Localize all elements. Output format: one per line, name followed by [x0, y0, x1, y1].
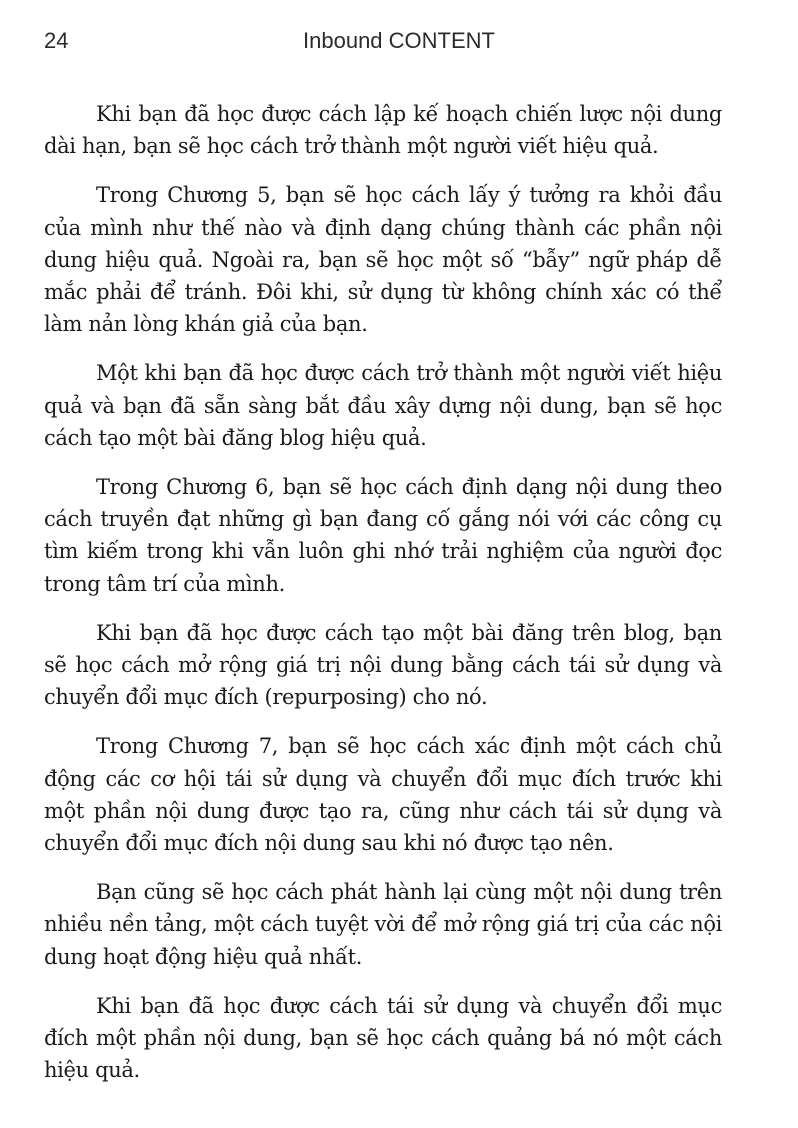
paragraph: Khi bạn đã học được cách tạo một bài đăng trên blog, bạn sẽ học cách mở rộng giá trị nội dung bằng cách tái sử dụng và chuyển đổi mục đích (repurposing) cho nó. — [44, 620, 722, 710]
paragraph: Khi bạn đã học được cách tái sử dụng và chuyển đổi mục đích một phần nội dung, bạn sẽ học cách quảng bá nó một cách hiệu quả. — [44, 993, 722, 1083]
paragraph: Trong Chương 7, bạn sẽ học cách xác định một cách chủ động các cơ hội tái sử dụng và chuyển đổi mục đích trước khi một phần nội dung được tạo ra, cũng như cách tái sử dụng và chuyển đổi mục đích nội dung sau khi nó được tạo nên. — [44, 734, 722, 856]
paragraph: Một khi bạn đã học được cách trở thành một người viết hiệu quả và bạn đã sẵn sàng bắt đầu xây dựng nội dung, bạn sẽ học cách tạo một bài đăng blog hiệu quả. — [44, 361, 722, 450]
paragraph: Khi bạn đã học được cách lập kế hoạch chiến lược nội dung dài hạn, bạn sẽ học cách trở thành một người viết hiệu quả. — [44, 102, 722, 159]
paragraph: Trong Chương 5, bạn sẽ học cách lấy ý tưởng ra khỏi đầu của mình như thế nào và định dạng chúng thành các phần nội dung hiệu quả. Ngoài ra, bạn sẽ học một số “bẫy” ngữ pháp dễ mắc phải để tránh. Đôi khi, sử dụng từ không chính xác có thể làm nản lòng khán giả của bạn. — [44, 183, 722, 337]
running-title: Inbound CONTENT — [303, 28, 495, 53]
running-header — [44, 24, 754, 58]
body-text — [44, 98, 722, 1103]
paragraph: Trong Chương 6, bạn sẽ học cách định dạng nội dung theo cách truyền đạt những gì bạn đang cố gắng nói với các công cụ tìm kiếm trong khi vẫn luôn ghi nhớ trải nghiệm của người đọc trong tâm trí của mình. — [44, 475, 722, 596]
paragraph: Bạn cũng sẽ học cách phát hành lại cùng một nội dung trên nhiều nền tảng, một cách tuyệt vời để mở rộng giá trị của các nội dung hoạt động hiệu quả nhất. — [44, 880, 722, 969]
page-number: 24 — [44, 28, 69, 53]
